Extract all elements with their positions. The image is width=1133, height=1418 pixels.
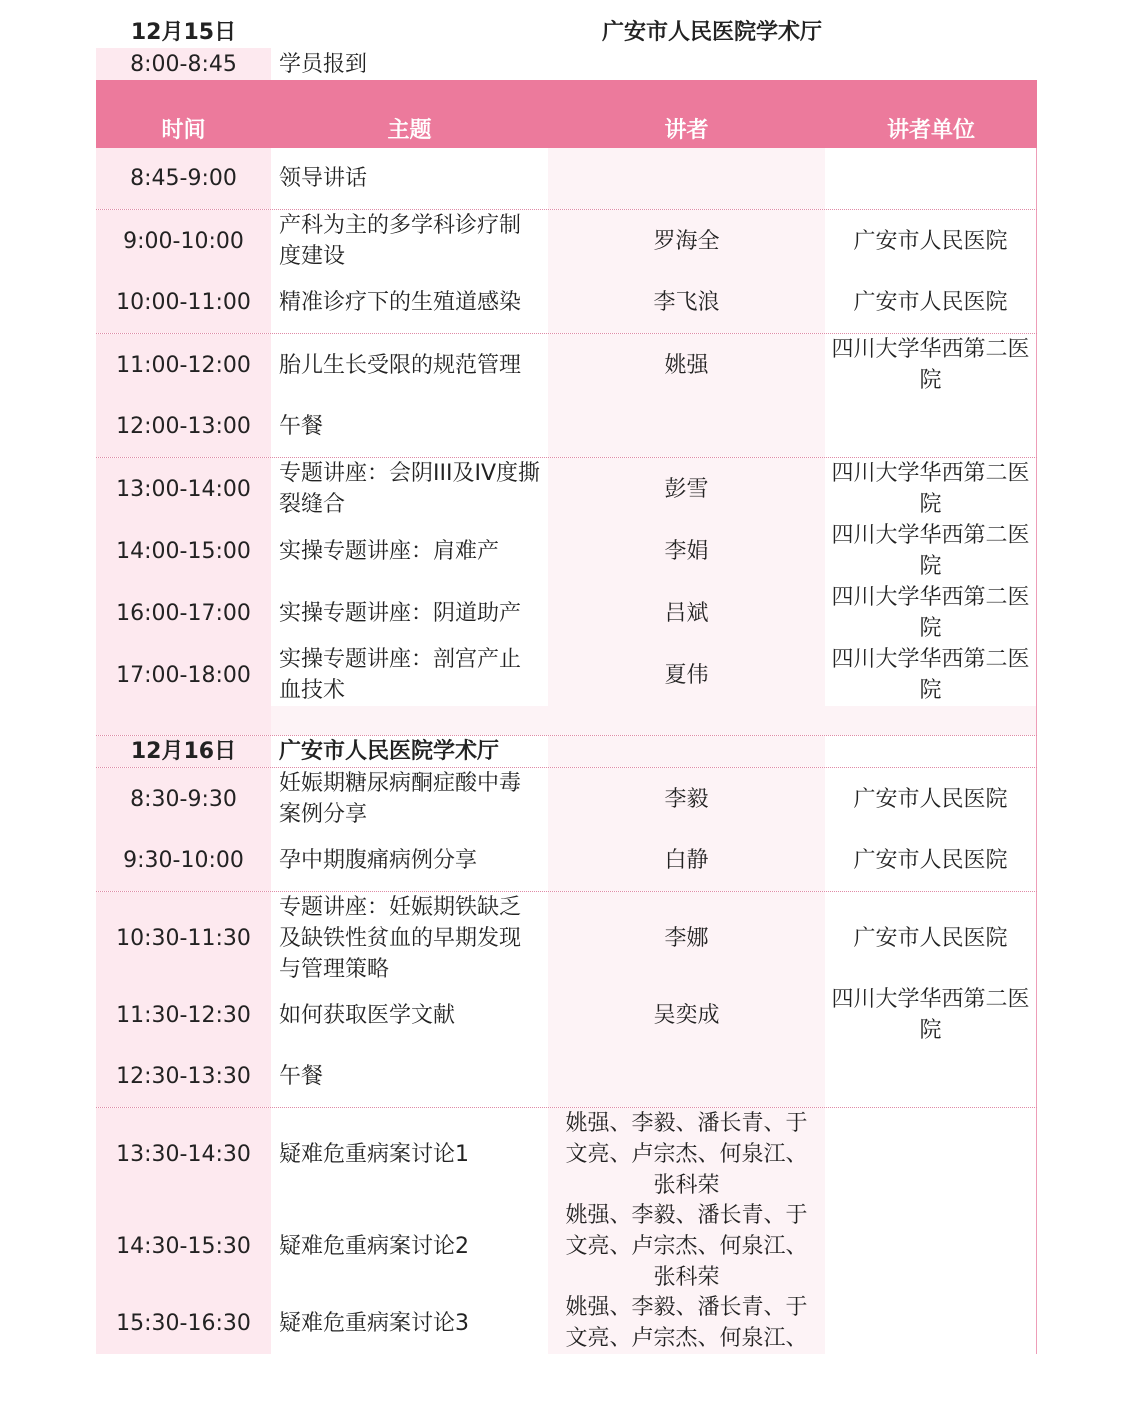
table-row (96, 1292, 1037, 1354)
table-row (96, 1108, 1037, 1200)
table-row (96, 1200, 1037, 1292)
topic-cell: 午餐 (271, 396, 548, 457)
table-row (96, 644, 1037, 706)
registration-row (96, 48, 1037, 80)
table-row (96, 892, 1037, 984)
topic-cell: 实操专题讲座：剖宫产止 血技术 (271, 644, 548, 706)
speaker-cell (548, 1046, 825, 1107)
unit-cell: 广安市人民医院 (825, 892, 1037, 985)
day1-venue: 广安市人民医院学术厅 (271, 0, 1037, 48)
table-row (96, 334, 1037, 396)
header-unit: 讲者单位 (886, 118, 975, 143)
speaker-cell: 李毅 (548, 768, 825, 830)
registration-time: 8:00-8:45 (96, 48, 271, 80)
unit-cell: 广安市人民医院 (825, 272, 1037, 333)
time-cell: 16:00-17:00 (96, 582, 271, 644)
day2-body (96, 768, 1037, 1354)
header-topic: 主题 (387, 118, 432, 143)
unit-cell (825, 1200, 1037, 1293)
speaker-cell: 夏伟 (548, 644, 825, 706)
topic-cell: 如何获取医学文献 (271, 984, 548, 1046)
time-cell: 12:00-13:00 (96, 396, 271, 457)
table-row (96, 984, 1037, 1046)
time-cell: 11:00-12:00 (96, 334, 271, 396)
topic-cell: 实操专题讲座：阴道助产 (271, 582, 548, 644)
time-cell: 11:30-12:30 (96, 984, 271, 1046)
unit-cell: 四川大学华西第二医 院 (825, 984, 1037, 1046)
speaker-cell: 李娜 (548, 892, 825, 985)
day1-title-row (96, 0, 1037, 48)
table-row (96, 1046, 1037, 1108)
time-cell: 13:30-14:30 (96, 1108, 271, 1201)
table-row (96, 520, 1037, 582)
topic-cell: 专题讲座：会阴III及IV度撕 裂缝合 (271, 458, 548, 520)
speaker-cell: 姚强 (548, 334, 825, 396)
registration-empty (548, 48, 1037, 80)
topic-cell: 实操专题讲座：肩难产 (271, 520, 548, 582)
topic-cell: 孕中期腹痛病例分享 (271, 830, 548, 891)
unit-cell: 四川大学华西第二医 院 (825, 458, 1037, 520)
unit-cell (825, 396, 1037, 457)
speaker-cell: 姚强、李毅、潘长青、于 文亮、卢宗杰、何泉江、 (548, 1292, 825, 1354)
speaker-cell: 姚强、李毅、潘长青、于 文亮、卢宗杰、何泉江、 张科荣 (548, 1108, 825, 1201)
unit-cell: 广安市人民医院 (825, 768, 1037, 830)
day2-date: 12月16日 (96, 736, 271, 767)
table-row (96, 272, 1037, 334)
topic-cell: 胎儿生长受限的规范管理 (271, 334, 548, 396)
speaker-cell: 吴奕成 (548, 984, 825, 1046)
day2-venue: 广安市人民医院学术厅 (271, 736, 548, 767)
topic-cell: 领导讲话 (271, 148, 548, 209)
speaker-cell: 李飞浪 (548, 272, 825, 333)
time-cell: 8:45-9:00 (96, 148, 271, 209)
topic-cell: 产科为主的多学科诊疗制 度建设 (271, 210, 548, 272)
unit-cell: 四川大学华西第二医 院 (825, 334, 1037, 396)
time-cell: 14:00-15:00 (96, 520, 271, 582)
header-time: 时间 (161, 118, 206, 143)
speaker-cell: 吕斌 (548, 582, 825, 644)
time-cell: 12:30-13:30 (96, 1046, 271, 1107)
topic-cell: 午餐 (271, 1046, 548, 1107)
table-header (96, 80, 1037, 148)
time-cell: 17:00-18:00 (96, 644, 271, 706)
unit-cell (825, 1108, 1037, 1201)
time-cell: 9:00-10:00 (96, 210, 271, 272)
table-row (96, 830, 1037, 892)
time-cell: 14:30-15:30 (96, 1200, 271, 1293)
registration-topic: 学员报到 (271, 48, 548, 80)
speaker-cell (548, 148, 825, 209)
header-speaker: 讲者 (664, 118, 709, 143)
time-cell: 10:30-11:30 (96, 892, 271, 985)
speaker-cell: 罗海全 (548, 210, 825, 272)
unit-cell: 广安市人民医院 (825, 210, 1037, 272)
topic-cell: 疑难危重病案讨论2 (271, 1200, 548, 1293)
unit-cell: 四川大学华西第二医 院 (825, 582, 1037, 644)
day1-body (96, 148, 1037, 706)
table-row (96, 148, 1037, 210)
topic-cell: 精准诊疗下的生殖道感染 (271, 272, 548, 333)
speaker-cell: 姚强、李毅、潘长青、于 文亮、卢宗杰、何泉江、 张科荣 (548, 1200, 825, 1293)
unit-cell (825, 1046, 1037, 1107)
unit-cell: 四川大学华西第二医 院 (825, 644, 1037, 706)
day1-date: 12月15日 (96, 0, 271, 48)
table-row (96, 458, 1037, 520)
topic-cell: 疑难危重病案讨论1 (271, 1108, 548, 1201)
unit-cell: 广安市人民医院 (825, 830, 1037, 891)
topic-cell: 妊娠期糖尿病酮症酸中毒 案例分享 (271, 768, 548, 830)
time-cell: 10:00-11:00 (96, 272, 271, 333)
unit-cell (825, 1292, 1037, 1354)
unit-cell: 四川大学华西第二医 院 (825, 520, 1037, 582)
topic-cell: 疑难危重病案讨论3 (271, 1292, 548, 1354)
speaker-cell: 白静 (548, 830, 825, 891)
time-cell: 9:30-10:00 (96, 830, 271, 891)
time-cell: 13:00-14:00 (96, 458, 271, 520)
topic-cell: 专题讲座：妊娠期铁缺乏 及缺铁性贫血的早期发现 与管理策略 (271, 892, 548, 985)
day2-title-row (96, 736, 1037, 768)
spacer-row (96, 706, 1037, 736)
speaker-cell: 彭雪 (548, 458, 825, 520)
table-row (96, 210, 1037, 272)
table-row (96, 768, 1037, 830)
speaker-cell: 李娟 (548, 520, 825, 582)
speaker-cell (548, 396, 825, 457)
schedule-sheet (96, 0, 1037, 1354)
time-cell: 8:30-9:30 (96, 768, 271, 830)
unit-cell (825, 148, 1037, 209)
table-row (96, 582, 1037, 644)
time-cell: 15:30-16:30 (96, 1292, 271, 1354)
table-row (96, 396, 1037, 458)
